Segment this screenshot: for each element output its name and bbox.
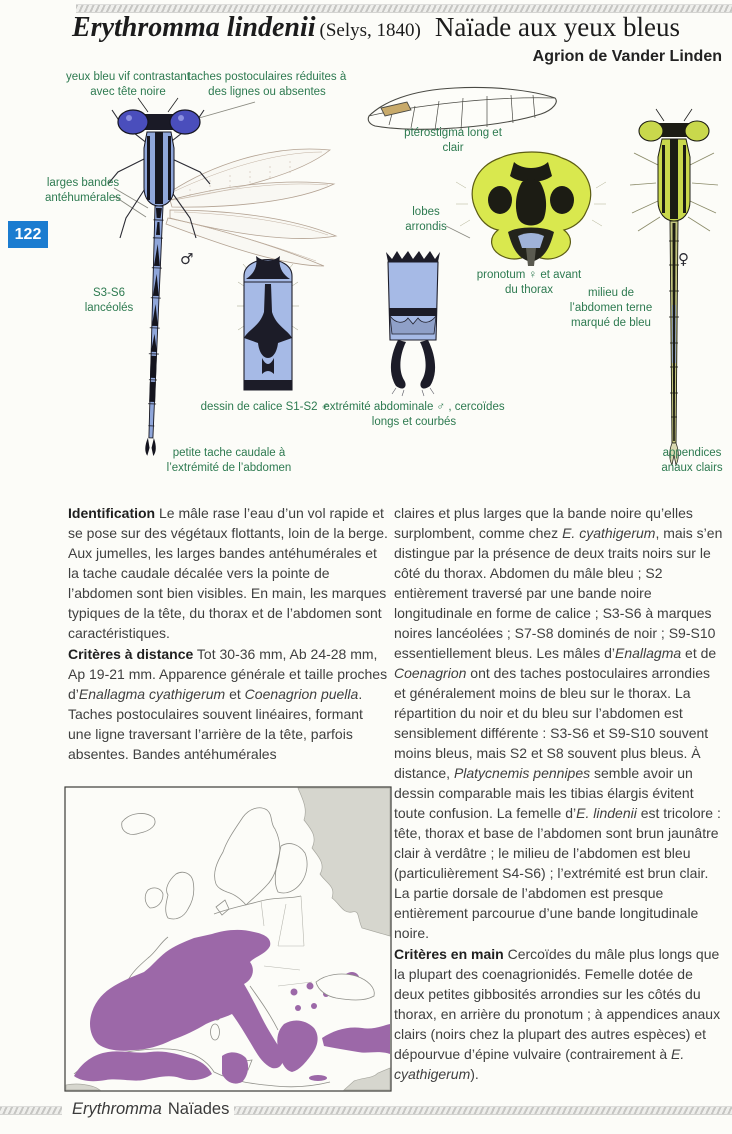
page-title xyxy=(72,12,722,44)
paragraph-criteres-distance-cont: claires et plus larges que la bande noire qu’elles surplombent, comme chez E. cyathigerum, mais s’en distingue par la présence de deux traits noirs sur le côté du thorax. Abdomen du mâle bleu ; S2 entièrement traversé par une bande noire longitudinale en forme de calice ; S3-S6 à marques noires lancéolées ; S7-S8 dominés de noir ; S9-S10 essentiellement bleus. Les mâles d’Enallagma et de Coenagrion ont des taches postoculaires arrondies et généralement moins de bleu sur le thorax. La répartition du noir et du bleu sur l’abdomen est sensiblement différente : S3-S6 et S9-S10 souvent moins bleus, mais S2 et S8 souvent plus bleus. À distance, Platycnemis pennipes semble avoir un dessin comparable mais les tibias élargis évitent toute confusion. La femelle d’E. lindenii est tricolore : tête, thorax et base de l’abdomen sont brun jaunâtre clair à verdâtre ; le milieu de l’abdomen est bleu (particulièrement S4-S6) ; l’extrémité est brun clair. La partie dorsale de l’abdomen est presque entièrement parcourue d’une bande longitudinale noire. xyxy=(394,505,723,941)
label-s3s6: S3-S6 lancéolés xyxy=(84,287,134,314)
species-authority: (Selys, 1840) xyxy=(319,20,421,41)
label-pterostigma: ptérostigma long et clair xyxy=(404,127,502,154)
text-column-left xyxy=(68,503,390,765)
label-lobes: lobes arrondis xyxy=(405,206,447,233)
distribution-map xyxy=(64,786,392,1092)
footer-genus: Erythromma xyxy=(72,1100,162,1118)
footer-family: Naïades xyxy=(167,1100,230,1118)
label-caudal: petite tache caudale à l’extrémité de l’abdomen xyxy=(166,447,292,474)
footer-running-title xyxy=(72,1100,229,1119)
label-pronotum: pronotum ♀ et avant du thorax xyxy=(476,269,582,296)
paragraph-identification: Identification Le mâle rase l’eau d’un vol rapide et se pose sur des végétaux flottants, loin de la berge. Aux jumelles, les larges bandes antéhumérales et la tache caudale décalée vers la pointe de l’abdomen sont bien visibles. En main, les marques typiques de la tête, du thorax et de l’abdomen sont caractéristiques. xyxy=(68,505,388,641)
male-damselfly-illustration xyxy=(100,88,350,478)
label-tip: extrémité abdominale ♂ , cercoïdes longs et courbés xyxy=(323,401,505,428)
vernacular-name: Agrion de Vander Linden xyxy=(532,48,722,65)
label-antehumeral: larges bandes antéhumérales xyxy=(44,177,122,204)
species-name: Erythromma lindenii xyxy=(72,12,316,43)
label-postocular: taches postoculaires réduites à des lignes ou absentes xyxy=(187,71,347,98)
pronotum-illustration xyxy=(452,148,610,270)
paragraph-criteres-distance: Critères à distance Tot 30-36 mm, Ab 24-28 mm, Ap 19-21 mm. Apparence générale et taille proches d’Enallagma cyathigerum et Coenagrion puella. Taches postoculaires souvent linéaires, formant une ligne traversant l’arrière de la tête, parfois absentes. Bandes antéhumérales xyxy=(68,646,388,762)
label-mid-abdomen: milieu de l’abdomen terne marqué de bleu xyxy=(569,287,653,329)
label-eyes: yeux bleu vif contrastant avec tête noire xyxy=(65,71,190,98)
male-symbol-icon: ♂ xyxy=(180,250,194,268)
abdomen-tip-illustration xyxy=(374,248,452,398)
common-name: Naïade aux yeux bleus xyxy=(434,12,680,42)
footer-rule-right xyxy=(234,1106,732,1115)
footer-rule-left xyxy=(0,1106,62,1115)
calice-s1s2-illustration xyxy=(236,246,300,406)
label-appendages: appendices anaux clairs xyxy=(661,447,723,474)
label-calice: dessin de calice S1-S2 ♂ xyxy=(200,401,330,413)
paragraph-criteres-main: Critères en main Cercoïdes du mâle plus longs que la plupart des coenagrionidés. Femelle dotée de deux petites gibbosités arrondies sur les côtés du thorax, en arrière du pronotum ; à appendices anaux clairs (noirs chez la plupart des autres espèces) et dépourvue d’épine vulvaire (contrairement à E. cyathigerum). xyxy=(394,946,721,1082)
text-column-right xyxy=(394,503,724,1085)
page-number-badge: 122 xyxy=(8,221,48,248)
female-symbol-icon: ♀ xyxy=(678,250,689,268)
